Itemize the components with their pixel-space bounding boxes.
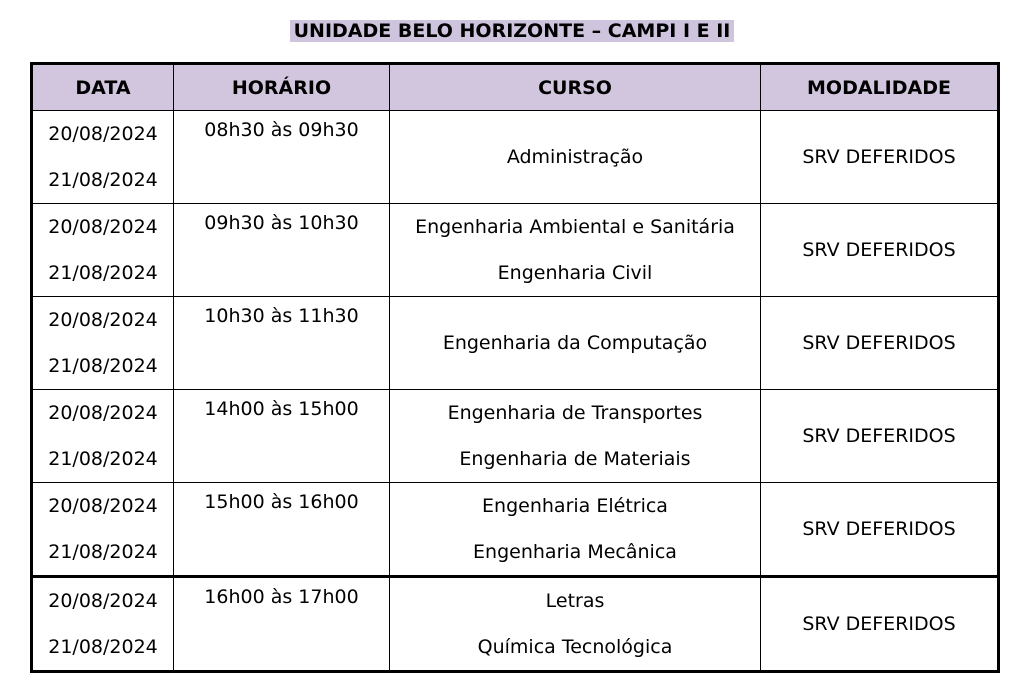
time-cell [174, 390, 390, 483]
time-value: 16h00 às 17h00 [204, 586, 359, 608]
table-row [32, 390, 999, 483]
mode-cell: SRV DEFERIDOS [761, 390, 999, 483]
date-value: 21/08/2024 [48, 169, 158, 191]
date-cell [32, 577, 174, 672]
date-value: 20/08/2024 [48, 216, 158, 238]
course-name: Engenharia Elétrica [482, 495, 668, 517]
table-row [32, 111, 999, 204]
course-name: Letras [545, 590, 605, 612]
course-name: Engenharia de Materiais [459, 448, 691, 470]
course-name: Engenharia Civil [497, 262, 653, 284]
course-name: Química Tecnológica [477, 636, 673, 658]
date-cell [32, 204, 174, 297]
mode-cell: SRV DEFERIDOS [761, 111, 999, 204]
table-row [32, 297, 999, 390]
column-header-curso: CURSO [390, 64, 761, 111]
date-value: 21/08/2024 [48, 636, 158, 658]
time-cell [174, 204, 390, 297]
course-name: Engenharia da Computação [442, 332, 708, 354]
time-value: 14h00 às 15h00 [204, 398, 359, 420]
course-cell [390, 390, 761, 483]
time-value: 10h30 às 11h30 [204, 305, 359, 327]
course-cell [390, 483, 761, 577]
time-cell [174, 297, 390, 390]
course-name: Engenharia Ambiental e Sanitária [415, 216, 735, 238]
time-value: 09h30 às 10h30 [204, 212, 359, 234]
date-cell [32, 483, 174, 577]
time-cell [174, 483, 390, 577]
date-value: 21/08/2024 [48, 541, 158, 563]
page-title [0, 17, 1024, 45]
mode-cell: SRV DEFERIDOS [761, 483, 999, 577]
page-title-text: UNIDADE BELO HORIZONTE – CAMPI I E II [290, 20, 735, 42]
date-value: 21/08/2024 [48, 262, 158, 284]
date-value: 20/08/2024 [48, 590, 158, 612]
date-cell [32, 111, 174, 204]
table-row [32, 204, 999, 297]
course-name: Administração [506, 146, 644, 168]
time-value: 08h30 às 09h30 [204, 119, 359, 141]
date-value: 20/08/2024 [48, 123, 158, 145]
mode-cell: SRV DEFERIDOS [761, 577, 999, 672]
course-name: Engenharia Mecânica [473, 541, 677, 563]
date-value: 21/08/2024 [48, 448, 158, 470]
date-cell [32, 297, 174, 390]
column-header-horario: HORÁRIO [174, 64, 390, 111]
table-row [32, 483, 999, 577]
date-value: 20/08/2024 [48, 495, 158, 517]
schedule-table [30, 62, 1000, 673]
date-value: 20/08/2024 [48, 309, 158, 331]
column-header-modalidade: MODALIDADE [761, 64, 999, 111]
time-cell [174, 111, 390, 204]
table-row [32, 577, 999, 672]
date-value: 20/08/2024 [48, 402, 158, 424]
course-cell [390, 297, 761, 390]
mode-cell: SRV DEFERIDOS [761, 297, 999, 390]
mode-cell: SRV DEFERIDOS [761, 204, 999, 297]
date-cell [32, 390, 174, 483]
course-cell [390, 111, 761, 204]
time-cell [174, 577, 390, 672]
column-header-data: DATA [32, 64, 174, 111]
table-header-row [32, 64, 999, 111]
course-cell [390, 577, 761, 672]
course-cell [390, 204, 761, 297]
time-value: 15h00 às 16h00 [204, 491, 359, 513]
date-value: 21/08/2024 [48, 355, 158, 377]
course-name: Engenharia de Transportes [447, 402, 703, 424]
